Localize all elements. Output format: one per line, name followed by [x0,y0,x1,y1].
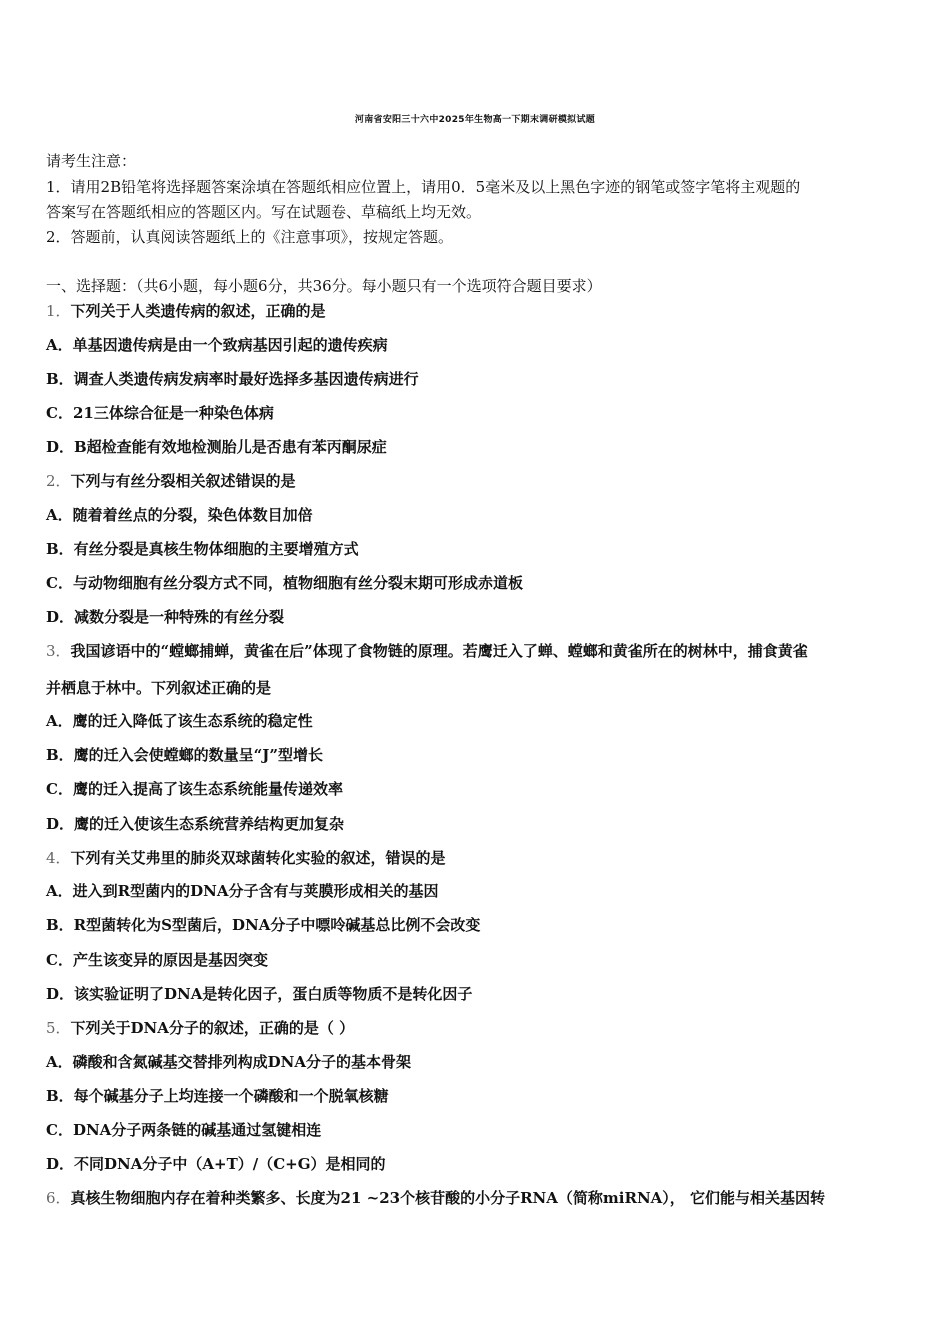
option-item: C．鹰的迁入提高了该生态系统能量传递效率 [46,780,343,798]
question-text: 我国谚语中的“螳螂捕蝉，黄雀在后”体现了食物链的原理。若鹰迁入了蝉、螳螂和黄雀所在的树林中，捕食黄雀 [70,642,808,660]
option-item: B．R型菌转化为S型菌后，DNA分子中嘌呤碱基总比例不会改变 [46,916,481,934]
question-number: 4． [46,849,71,867]
notice-item: 2．答题前，认真阅读答题纸上的《注意事项》，按规定答题。 [46,228,454,246]
option-item: B．每个碱基分子上均连接一个磷酸和一个脱氧核糖 [46,1087,389,1105]
option-item: A．进入到R型菌内的DNA分子含有与荚膜形成相关的基因 [46,882,439,900]
question-text: 下列关于DNA分子的叙述，正确的是（ ） [70,1019,355,1037]
question-text-continued: 并栖息于林中。下列叙述正确的是 [46,679,272,697]
question-stem [46,849,446,867]
question-text: 下列与有丝分裂相关叙述错误的是 [70,472,296,490]
page-title: 河南省安阳三十六中2025年生物高一下期末调研模拟试题 [354,115,596,125]
option-item: A．磷酸和含氮碱基交替排列构成DNA分子的基本骨架 [46,1053,411,1071]
question-stem [46,472,296,490]
option-item: B．鹰的迁入会使螳螂的数量呈“J”型增长 [46,746,324,764]
notice-heading: 请考生注意： [46,152,137,170]
question-number: 6． [46,1189,71,1207]
option-item: A．随着着丝点的分裂，染色体数目加倍 [46,506,313,524]
option-item: D．鹰的迁入使该生态系统营养结构更加复杂 [46,815,345,833]
question-stem [46,302,326,320]
option-item: D．减数分裂是一种特殊的有丝分裂 [46,608,285,626]
question-stem [46,642,808,660]
question-text: 下列有关艾弗里的肺炎双球菌转化实验的叙述，错误的是 [70,849,446,867]
option-item: C．与动物细胞有丝分裂方式不同，植物细胞有丝分裂末期可形成赤道板 [46,574,523,592]
question-number: 5． [46,1019,71,1037]
question-number: 2． [46,472,71,490]
option-item: B．有丝分裂是真核生物体细胞的主要增殖方式 [46,540,359,558]
option-item: A．鹰的迁入降低了该生态系统的稳定性 [46,712,313,730]
question-text: 真核生物细胞内存在着种类繁多、长度为21 ~23个核苷酸的小分子RNA（简称miRNA）， 它们能与相关基因转 [70,1189,826,1207]
option-item: C．产生该变异的原因是基因突变 [46,951,268,969]
question-stem [46,1189,825,1207]
question-number: 1． [46,302,71,320]
section-heading: 一、选择题：（共6小题，每小题6分，共36分。每小题只有一个选项符合题目要求） [46,277,602,295]
option-item: C．21三体综合征是一种染色体病 [46,404,274,422]
notice-item: 1．请用2B铅笔将选择题答案涂填在答题纸相应位置上，请用0．5毫米及以上黑色字迹的钢笔或签字笔将主观题的 [46,178,801,196]
notice-item: 答案写在答题纸相应的答题区内。写在试题卷、草稿纸上均无效。 [46,203,482,221]
question-number: 3． [46,642,71,660]
question-text: 下列关于人类遗传病的叙述，正确的是 [70,302,326,320]
option-item: B．调查人类遗传病发病率时最好选择多基因遗传病进行 [46,370,419,388]
option-item: D．B超检查能有效地检测胎儿是否患有苯丙酮尿症 [46,438,387,456]
option-item: A．单基因遗传病是由一个致病基因引起的遗传疾病 [46,336,388,354]
option-item: C．DNA分子两条链的碱基通过氢键相连 [46,1121,322,1139]
option-item: D．不同DNA分子中（A+T）/（C+G）是相同的 [46,1155,386,1173]
question-stem [46,1019,354,1037]
option-item: D．该实验证明了DNA是转化因子，蛋白质等物质不是转化因子 [46,985,473,1003]
